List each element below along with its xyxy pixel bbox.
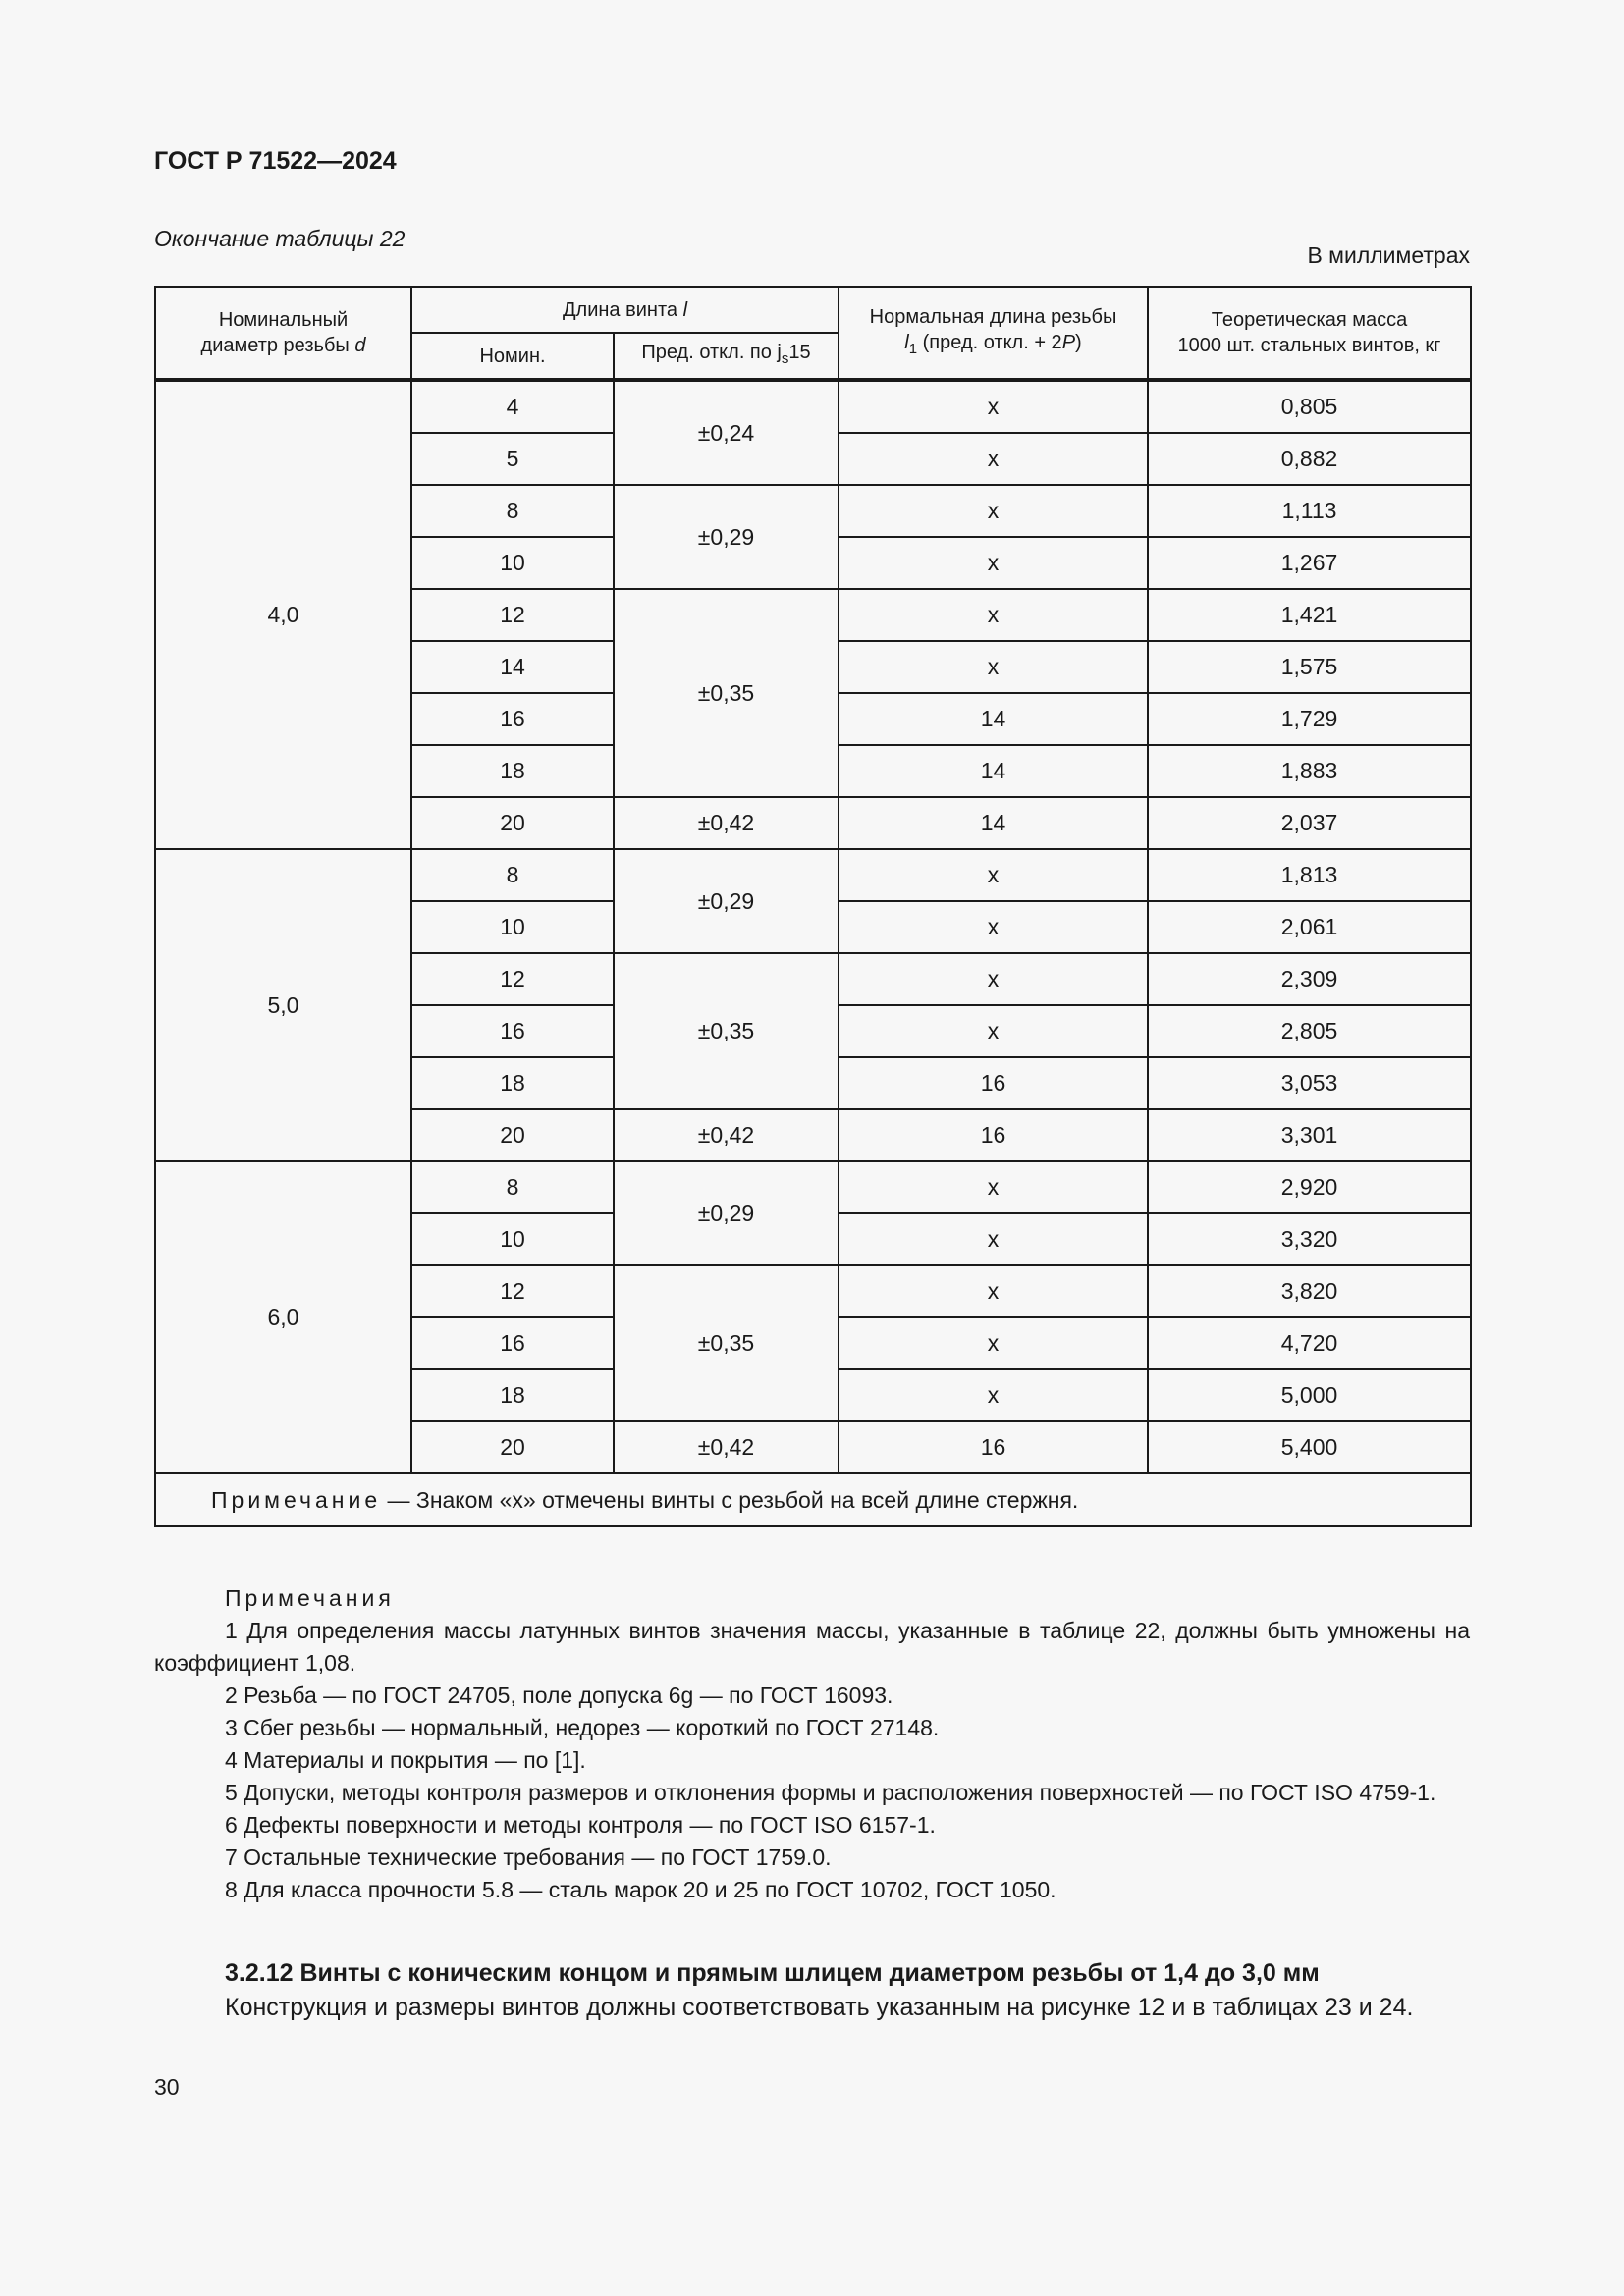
tolerance-cell: ±0,29 [614,849,839,953]
header-thread-length: Нормальная длина резьбы $l_1$ (пред. откл. + 2P) [839,287,1148,380]
section-block [154,1956,1470,2025]
table-caption: Окончание таблицы 22 [154,226,406,251]
note-item: 4 Материалы и покрытия — по [1]. [225,1747,586,1773]
thread-length-cell: x [839,1369,1148,1421]
thread-length-cell: x [839,485,1148,537]
mass-cell: 1,113 [1148,485,1471,537]
thread-length-cell: x [839,953,1148,1005]
nominal-cell: 4 [411,380,614,433]
tolerance-cell: ±0,29 [614,1161,839,1265]
mass-cell: 2,061 [1148,901,1471,953]
thread-length-cell: x [839,589,1148,641]
table-row [155,849,1471,901]
nominal-cell: 12 [411,589,614,641]
thread-length-cell: x [839,1161,1148,1213]
tolerance-cell: ±0,42 [614,797,839,849]
thread-length-cell: 14 [839,797,1148,849]
header-tolerance: Пред. откл. по $j_s15$ [614,333,839,380]
table-units: В миллиметрах [1307,242,1470,268]
tolerance-cell: ±0,35 [614,589,839,797]
tolerance-cell: ±0,35 [614,953,839,1109]
mass-cell: 1,267 [1148,537,1471,589]
thread-length-cell: 14 [839,693,1148,745]
table-note: Примечание — Знаком «х» отмечены винты с резьбой на всей длине стержня. [155,1473,1471,1526]
note-item: 3 Сбег резьбы — нормальный, недорез — короткий по ГОСТ 27148. [225,1715,940,1740]
mass-cell: 3,301 [1148,1109,1471,1161]
mass-cell: 1,575 [1148,641,1471,693]
mass-cell: 2,805 [1148,1005,1471,1057]
notes-block [154,1582,1470,1906]
mass-cell: 2,309 [1148,953,1471,1005]
notes-list [154,1615,1470,1906]
tolerance-cell: ±0,42 [614,1421,839,1473]
nominal-cell: 16 [411,1317,614,1369]
thread-length-cell: x [839,537,1148,589]
thread-length-cell: 14 [839,745,1148,797]
note-item: 2 Резьба — по ГОСТ 24705, поле допуска 6g — по ГОСТ 16093. [225,1682,893,1708]
mass-cell: 2,920 [1148,1161,1471,1213]
mass-cell: 1,813 [1148,849,1471,901]
document-code: ГОСТ Р 71522—2024 [154,147,397,175]
nominal-cell: 16 [411,693,614,745]
note-item: 5 Допуски, методы контроля размеров и отклонения формы и расположения поверхностей — по ГОСТ ISO 4759-1. [225,1780,1436,1805]
note-item: 1 Для определения массы латунных винтов значения массы, указанные в таблице 22, должны быть умножены на коэффициент 1,08. [154,1618,1470,1676]
mass-cell: 0,882 [1148,433,1471,485]
thread-length-cell: x [839,901,1148,953]
mass-cell: 3,320 [1148,1213,1471,1265]
table-row [155,1161,1471,1213]
section-body: Конструкция и размеры винтов должны соответствовать указанным на рисунке 12 и в таблицах 23 и 24. [225,1994,1414,2021]
mass-cell: 2,037 [1148,797,1471,849]
thread-length-cell: x [839,849,1148,901]
nominal-cell: 8 [411,485,614,537]
nominal-cell: 18 [411,745,614,797]
tolerance-cell: ±0,35 [614,1265,839,1421]
note-item: 7 Остальные технические требования — по ГОСТ 1759.0. [225,1844,832,1870]
nominal-cell: 18 [411,1057,614,1109]
mass-cell: 3,820 [1148,1265,1471,1317]
thread-length-cell: x [839,380,1148,433]
mass-cell: 5,400 [1148,1421,1471,1473]
thread-length-cell: x [839,1265,1148,1317]
diameter-cell: 6,0 [155,1161,411,1473]
tolerance-cell: ±0,29 [614,485,839,589]
note-item: 8 Для класса прочности 5.8 — сталь марок 20 и 25 по ГОСТ 10702, ГОСТ 1050. [225,1877,1056,1902]
page-number: 30 [154,2074,180,2100]
header-length: Длина винта l [411,287,839,333]
mass-cell: 4,720 [1148,1317,1471,1369]
nominal-cell: 20 [411,1421,614,1473]
diameter-cell: 4,0 [155,380,411,849]
thread-length-cell: x [839,1213,1148,1265]
nominal-cell: 18 [411,1369,614,1421]
nominal-cell: 12 [411,1265,614,1317]
nominal-cell: 8 [411,1161,614,1213]
note-item: 6 Дефекты поверхности и методы контроля — по ГОСТ ISO 6157-1. [225,1812,936,1838]
thread-length-cell: 16 [839,1421,1148,1473]
header-nominal: Номин. [411,333,614,380]
tolerance-cell: ±0,24 [614,380,839,485]
nominal-cell: 10 [411,537,614,589]
header-mass: Теоретическая масса 1000 шт. стальных винтов, кг [1148,287,1471,380]
section-title: 3.2.12 Винты с коническим концом и прямым шлицем диаметром резьбы от 1,4 до 3,0 мм [225,1959,1320,1987]
notes-title: Примечания [225,1585,395,1611]
thread-length-cell: x [839,641,1148,693]
nominal-cell: 10 [411,1213,614,1265]
mass-cell: 1,421 [1148,589,1471,641]
nominal-cell: 14 [411,641,614,693]
nominal-cell: 10 [411,901,614,953]
nominal-cell: 20 [411,1109,614,1161]
mass-cell: 1,883 [1148,745,1471,797]
diameter-cell: 5,0 [155,849,411,1161]
table-row [155,380,1471,433]
thread-length-cell: x [839,1005,1148,1057]
thread-length-cell: 16 [839,1109,1148,1161]
mass-table [154,286,1472,1527]
tolerance-cell: ±0,42 [614,1109,839,1161]
nominal-cell: 5 [411,433,614,485]
thread-length-cell: x [839,433,1148,485]
nominal-cell: 16 [411,1005,614,1057]
table-body [155,380,1471,1473]
nominal-cell: 12 [411,953,614,1005]
mass-cell: 3,053 [1148,1057,1471,1109]
nominal-cell: 20 [411,797,614,849]
mass-cell: 1,729 [1148,693,1471,745]
nominal-cell: 8 [411,849,614,901]
mass-cell: 0,805 [1148,380,1471,433]
thread-length-cell: 16 [839,1057,1148,1109]
mass-cell: 5,000 [1148,1369,1471,1421]
thread-length-cell: x [839,1317,1148,1369]
header-diameter: Номинальный диаметр резьбы d [155,287,411,380]
